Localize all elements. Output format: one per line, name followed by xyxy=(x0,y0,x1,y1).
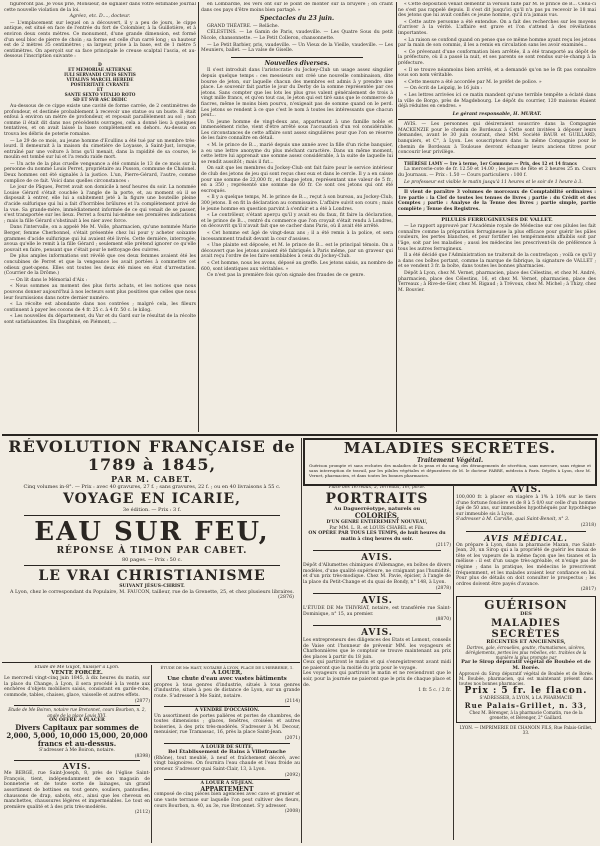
diligences-text: Les entrepreneurs des diligences des Etats et Lomont, conseils de Vaise ont l'honneur de prévenir MM. les voyageurs et Charbonnières que le comptoir se trouve maintenant au prix des places à partir du 18 juin. xyxy=(303,637,451,660)
inscription xyxy=(4,62,196,102)
guerison-text: Dartres, gale, écrouelles, goutte, rhumatismes, ulcères, dérèglements, pertes les plus rebelles, etc. traitées de la manière la plus prompte par xyxy=(465,645,587,661)
column-divider xyxy=(396,2,397,432)
inscription-line: SANTE SEXTO VITALIO ROTO xyxy=(64,91,136,97)
portraits-sub2: COLORIÉS, xyxy=(354,511,400,521)
spectacles-heading: Spectacles du 23 juin. xyxy=(259,15,335,23)
diligences-text: Ceux qui partiront le matin et qui s'enregistreront avant midi ne paieront que la moitié du prix pour le voyage. xyxy=(303,660,451,671)
col3-paragraph: — On écrit de Leipzig, le 16 juin : xyxy=(404,86,483,92)
revolution-price: Cinq volumes in-8°. — Prix : avec 40 gravures, 27 f. ; sans gravures, 22 f. ; ou en 40 livraisons à 55 c. xyxy=(23,484,281,490)
col2-intro: en Lombardie, les vers ont sur le point de monter sur la bruyère ; on craint dans ces pays d'être moins bien partagé. » xyxy=(201,2,393,13)
section-rule xyxy=(164,743,290,744)
col3-paragraph: « La raison se confond quand on pense que ce même homme ayant reçu les jetons par la main de son commis, il les a remis en circulation sans les avoir examinés... xyxy=(398,37,596,49)
appartement-text: composé de cinq pièces bien agencées avec cave et grenier et une vaste terrasse sur laquelle l'on peut cultiver des fleurs, cours Bourbon, n. 40, au 3e, rue Bretonnet. S'y adresser. xyxy=(154,792,300,809)
ad-reference: (2092) xyxy=(284,772,300,778)
section-rule xyxy=(231,57,363,58)
avis-heading: AVIS. xyxy=(62,761,92,772)
column-divider xyxy=(301,438,302,843)
guyot-head: Etude de Me Guyot, huissier à Lyon. xyxy=(34,665,120,670)
portraits-sub1: Au Daguerréotype, naturels ou xyxy=(333,505,421,512)
inscription-line: POSTERITATE CVRANTE xyxy=(70,81,130,87)
section-rule xyxy=(313,593,441,594)
column-divider xyxy=(453,485,454,840)
portraits-hours: ON OPÈRE PAR TOUS LES TEMPS, de huit heures du matin à cinq heures du soir. xyxy=(308,531,446,542)
inscription-line: IULI SERVANDI CIVIS SENTIS xyxy=(64,71,136,77)
inscription-line: D xyxy=(98,61,102,67)
col3-paragraph: « Cette autre personne a été entendue. On a fait des recherches sur les moyens d'arriver à la vérité. L'affaire est grave et l'on s'attend à des révélations importantes. xyxy=(398,19,596,36)
appartement-line: APPARTEMENT xyxy=(200,785,254,793)
col1-paragraph: Au-dessous de ce cippe existe une cavité de forme carrée, de 2 centimètres de profondeur, et destinée probablement à recevoir une statue ou un buste. Il était enfoui à environ un mètre de profondeur, et reposait parallèlement au sol ; non comme il était dit dans nos précédents ouvrages, cela a donné lieu à quelques tentatives, et on avait laissé la base complètement en dehors. Au-dessus on trouva les débris de poterie romaine. xyxy=(4,103,196,137)
medical-heading: AVIS MÉDICAL. xyxy=(484,532,568,543)
avis-heading: AVIS. xyxy=(361,627,393,638)
ad-reference: (2318) xyxy=(580,522,596,528)
voyage-title: VOYAGE EN ICARIE, xyxy=(63,491,241,507)
inscription-line: ET MEMORIAE AETERNAE xyxy=(68,66,132,72)
col2-paragraph: « Cet homme, nous les avons, déposé au greffe. Les jetons saisis, au nombre de 600, sont identiques aux véritables. » xyxy=(201,260,393,272)
diligences-text: Les voyageurs qui partiront le matin et ne reviendront que le soir, pour la journée ne paieront que le prix de chaque place et de. xyxy=(303,671,451,688)
cabet-advertisement xyxy=(4,438,300,660)
col1-paragraph: « La récolte est abondante dans nos contrées ; malgré cela, les fileurs continuent à payer les cocons de 4 fr. 25 c. à 4 fr. 50 c. le kilog. xyxy=(4,302,196,313)
ad-reference: (8870) xyxy=(435,617,451,623)
ad-reference: (2876) xyxy=(278,595,294,601)
pilules-text: — Le rapport approuvé par l'Académie royale de Médecine sur ces pilules les fait connaître comme la préparation ferrugineuse la plus efficace pour guérir les pâles couleurs, les pertes blanches, et pour fortifier les tempéraments affaiblis soit par l'âge, soit par les maladies ; aussi les médecins les prescrivent-ils de préférence à tous les autres ferrugineux. xyxy=(398,224,596,252)
vrai-christianisme-title: LE VRAI CHRISTIANISME xyxy=(38,568,266,584)
column-news-middle xyxy=(201,2,393,432)
col3-paragraph: « Les lettres arrivées ici ce matin mandent qu'une terrible tempête a éclaté dans la ville de Borgo, près de Magdebourg. Le dépôt du courrier, 120 maisons étaient déjà réduites en cendres. » xyxy=(398,92,596,110)
vrai-christianisme-subtitle: SUIVANT JÉSUS-CHRIST. xyxy=(119,584,185,589)
guerison-price: Prix : 5 fr. le flacon. xyxy=(464,686,588,697)
section-rule xyxy=(14,705,140,706)
guerison-addr: S'ADRESSER, à LYON, à LA PHARMACIE xyxy=(479,696,573,702)
col2-paragraph: « Une plainte est déposée, et M. le prince de B... est le principal témoin. On a découvert que les jetons avaient été fabriqués à Paris même, par un graveur qui avait reçu l'ordre de les faire semblables à ceux du Jockey-Club. xyxy=(201,243,393,260)
thivriat-text: L'ÉTUDE DE Me THIVRIAT, notaire, est transférée rue Saint-Dominique, n° 15, au premier. xyxy=(303,606,451,617)
col1-intro: figureront pas. Je vous prie, Monsieur, de signaler dans votre estimable journal cette nouvelle violation de la loi. xyxy=(4,2,196,13)
portraits-sub3: D'UN GENRE ENTIÈREMENT NOUVEAU, xyxy=(326,520,428,526)
col2-paragraph: Un jeune homme de vingt-deux ans, appartenant à une famille noble et immensément riche, vient d'être arrêté sous l'accusation d'un vol considérable. Les circonstances de cette affaire sont assez singulières pour que l'on se réserve de les faire connaître en détail. xyxy=(201,119,393,142)
occasion-text: Un assortiment de portes palières et portes de chambres, de toutes dimensions ; glaces, fenêtres, croisées et autres boiseries, à des prix très-modérés. S'adresser à M. Decour, menuisier, rue Tramassac, 16, près la place Saint-Jean. xyxy=(154,713,300,736)
bottom-mid-ads xyxy=(154,665,300,843)
column-news-right xyxy=(398,2,596,432)
portraits-place: Place des Terreaux, 5, Terreaux, 1er, porte. xyxy=(328,485,426,490)
tissus-line: THÉRÈSE LAMY — 1re à terme, 1er Commune — Prix, des 12 et 14 francs xyxy=(404,160,577,166)
column-news-left xyxy=(4,2,196,432)
column-divider xyxy=(151,665,152,843)
bains-title: A LOUER DE SUITE, xyxy=(200,744,254,750)
guerison-maladies: MALADIES SECRÈTES xyxy=(491,617,561,640)
portraits-title: PORTRAITS xyxy=(325,490,429,507)
maladies-advertisement xyxy=(303,438,597,486)
section-rule xyxy=(313,550,441,551)
diligences-price: 1 fr. 5 c. / 2 fr. xyxy=(418,688,451,694)
revolution-author: PAR M. CABET. xyxy=(111,474,193,484)
occasion-title: A VENDRE D'OCCASION. xyxy=(194,708,260,714)
chute-eau-text: propres à tous genres d'industrie, situés à tous genres d'industrie, situés à peu de distance de Lyon, sur un grande route. S'adresser à Me Saint, notaire. xyxy=(154,682,300,699)
section-rule xyxy=(398,119,596,120)
pilules-text: Il a été décidé que l'Administration ne traiterait de la contrefaçon ; voilà ce qu'il y a dans ces boîtes portant, comme la marque de fabrique, la signature de VALLET ; et se vendent 3 fr. la boîte, dans toutes les bonnes pharmacies. xyxy=(398,253,596,270)
guerison-sirop-text: Approuvé du Sirop dépuratif végétal de Boubée et de Borée. M. Boubée, pharmacien, qui est maintenant présent dans toutes nos bonnes pharmacies. xyxy=(459,671,593,687)
col1-paragraph: — Un acte de la plus cruelle vengeance a été commis le 13 de ce mois sur la personne du nommé Louis Perret, propriétaire au Pusson, commune de Chalonel. Deux hommes ont été signalés à la justice. L'un, Pierre-Gérard, l'autre, comme complice de ce fait. Voici dans quelles circonstances : xyxy=(4,161,196,184)
maladies-title: MALADIES SECRÈTES. xyxy=(343,439,557,457)
ad-reference: (2117) xyxy=(435,542,451,548)
medical-text: On prépare à Lyon, dans la pharmacie Mazan, rue Saint-Jean, 20, un Sirop qui a la propriété de guérir les maux de tête et les vapeurs de la même façon que les tisanes et la mélisse : il est d'un usage très-agréable, et n'exige pas de régime ; dans la pratique, les médecins le prescrivent fréquemment, et les malades avaient leur confiance en lui. Pour plus de détails on doit consulter le prospectus ; les ordres doivent être payés d'avance. xyxy=(456,542,596,587)
avis-heading: AVIS. xyxy=(361,596,393,607)
cabet-address-text: A Lyon, chez le correspondant du Populaire, M. FAUCON, tailleur, rue de la Grenette, 25, et chez plusieurs libraires. xyxy=(10,589,294,595)
col3-paragraph: « Cette déposition venait démentir la version faite par M. le prince de B... Celui-ci ne s'est pas rappelé depuis. Il s'est dit jusqu'ici qu'il n'a pas pu recevoir le 18 mai des jetons que lui avait confiés ce jeune homme, qu'il n'a jamais vus. xyxy=(398,2,596,19)
gerant-signature: Le gérant responsable, H. MURAT. xyxy=(452,111,542,117)
ad-reference: (8398) xyxy=(134,753,150,759)
ad-reference: (2877) xyxy=(134,698,150,704)
guerison-sirop: Par le Sirop dépuratif végétal de Boubée et de M. Borée. xyxy=(461,659,591,671)
col2-paragraph: Il s'est introduit dans l'aristocratie du Jockey-Club un usage assez singulier depuis quelque temps : ces messieurs ont créé une nouvelle combinaison, dite bourse de jeton, sur laquelle chacun des membres est admis à y prendre une place. Le souvenir fait partie le jour du Derby de la somme représentée par ces jetons. Sans compter que les lots les plus gros valent généralement de trois à vingt mille francs, et qu'en tout cas, le jeton qui est tiré sans que le commerce de fiacres, même le moins bien pourvu, n'exigeait pas de somme quand on le perd. Les jetons se rendent à ce que c'est le nom à toutes les intéressants que chacun peut... xyxy=(201,68,393,119)
ad-reference: (2112) xyxy=(134,810,150,816)
capitaux-line: Divers Capitaux par sommes de 2,000, 5,000, 10,000 15,000, 20,000 francs et au-dessus. xyxy=(6,722,148,748)
offre-title: ON OFFRE À PLACER xyxy=(49,718,105,724)
section-rule xyxy=(24,565,280,566)
col2-paragraph: « Le contrôleur, s'étant aperçu qu'il y avait eu du faux, fit faire la déclaration, et le prince de B..., rentré du commerce que l'on croyait s'était rendu à Londres, on découvrit qu'il n'avait fait que se cacher dans Paris, où il avait été arrêté. xyxy=(201,213,393,230)
portraits-by: Par MM. L. R. et LOUIS CHABEL et Fils. xyxy=(329,525,425,531)
col2-paragraph: Ce n'est pas la première fois qu'on signale des fraudes de ce genre. xyxy=(207,273,365,279)
hast-head: ÉTUDE DE Me HAST, NOTAIRE À LYON, PLACE DE L'HERBERIE, 1. xyxy=(160,665,294,670)
guerison-street: Rue Palais-Grillet, n. 33, xyxy=(464,700,588,710)
spectacles-line: GRAND THÉATRE. — Relâche. xyxy=(207,23,280,29)
bottom-left-ads xyxy=(4,665,150,843)
section-rule xyxy=(164,706,290,707)
inscription-line: ET xyxy=(96,86,104,92)
inscription-line: VITALIVS MARCEL HEREDE xyxy=(66,76,134,82)
inscription-line: SD ET SVB ASC DEDIC xyxy=(73,96,127,102)
st-jean-title: A LOUER À ST-JEAN. xyxy=(200,781,254,787)
bains-line: Bel Établissement de Bains à Villefranche xyxy=(168,749,286,756)
chute-eau-line: Une chute d'eau avec vastes bâtiments xyxy=(167,676,287,683)
column-divider xyxy=(198,2,199,432)
avis-heading: AVIS. xyxy=(510,485,542,495)
col2-paragraph: « Il y a quelque temps, M. le prince de B..., reçut à son bureau, au Jockey-Club, 300 jetons. Il en fit la déclaration au commissaire. L'affaire suivit son cours ; mais le jeune homme en question parvint à s'enfuir et a été à Londres. xyxy=(201,195,393,212)
pilules-text: Dépôt à Lyon, chez M. Vernet, pharmacien, place des Célestins, et chez M. André, pharmacien, place des Célestins, 16, et chez M. Vernet, pharmacien, place des Terreaux ; à Rive-de-Gier, chez M. Rigaud ; à Trévoux, chez M. Michel ; à Thizy, chez M. Bouvier. xyxy=(398,270,596,293)
professeur-line: Le professeur est visible le matin jusqu'à 11 heures et le soir de 1 heure à 3. xyxy=(404,179,583,185)
guerison-des: DES xyxy=(520,610,532,617)
maladies-subtitle: Traitement Végétal. xyxy=(416,457,484,464)
section-rule xyxy=(398,158,596,159)
allumettes-text: Dépôt d'Allumettes chimiques d'Allemagne, en boîtes de divers modèles, d'une qualité supérieure, ne craignant pas l'humidité, et d'un prix très-modique. Chez M. Pavie, épicier, à l'angle de la place du Petit-Change et du quai de Bondy, n° 148, à Lyon. xyxy=(303,563,451,585)
eau-sur-feu-title: EAU SUR FEU, xyxy=(34,517,270,547)
ad-reference: (2114) xyxy=(284,699,300,705)
viager-text: 100,000 fr. à placer en viagère à 1% à 10% sur le tiers d'une fortune foncière et de 8 à 5 0/0 sur celle d'un homme âgé de 50 ans, sur immeubles hypothéqués par hypothèque sur immeuble sis à Lyon. xyxy=(456,495,596,517)
avis-mackenzie: AVIS. — Les personnes qui désireraient souscrire dans la Compagnie MACKENZIE pour le chemin de Bordeaux à Cette sont invitées à déposer leurs demandes, avant le 30 juin courant, chez MM. Société BAUR et GUILLARD, banquiers, et C°, à Lyon. Les souscripteurs dans la même Compagnie pour le chemin de Bordeaux à Toulouse devront échanger leurs anciens titres pour concourir leur privilège. xyxy=(398,122,596,156)
col1-paragraph: De plus amples informations ont révélé que ces deux femmes avaient été les concubines de Perret et que la vengeance les avait portées à commettre cet odieux guet-apens. Elles ont toutes les deux été mises en état d'arrestation. (Courrier de la Drôme.) xyxy=(4,254,196,277)
col1-paragraph: Dans l'intervalle, on a appelé Me M. Volle, pharmacien, qu'une nommée Marie Berger, femme Cherbonnel, s'était présentée chez lui pour y acheter soixante grammes d'acide sulfurique qui lui avaient été livrés. Cette dernière, interrogée, avoua qu'elle le remit à la fille Gérard ; seulement elle prétend ignorer ce qu'elle pouvait en faire, pensant que c'était pour le nettoyage des cuivres. xyxy=(4,225,196,253)
col1-signature: Agréez, etc. D...., docteur. xyxy=(69,14,131,20)
pilules-heading: PILULES FERRUGINEUSES DE VALLET. xyxy=(441,216,553,223)
tissus-text: La mercerie-cote de fr. 12.50 et 14.00 ; les jours de fête et 2 heures 25 m. Cours du Journaux. — Prix : 1.50 — Cours particuliers : 100 f. xyxy=(398,167,596,179)
maladies-text: Guérison prompte et sans rechutes des maladies de la peau et du sang, des dérangements de sécrétion, sans mercure, sans régime et sans interruption de travail, par les pilules végétales et dépuratives de M. le docteur FABRE, médecin à Paris. Dépôts à Lyon, chez M. Vernet, pharmacien, et dans toutes les bonnes pharmacies. xyxy=(309,463,591,478)
col3-paragraph: « Cette mesure a été accordée par M. le préfet de police. » xyxy=(404,79,542,85)
voyage-edition: 3e édition. — Prix : 3 f. xyxy=(122,507,182,513)
guerison-recentes: RÉCENTES ET ANCIENNES, xyxy=(486,638,566,645)
louer-title: A LOUER, xyxy=(211,669,243,676)
col1-paragraph: — Le 29 de ce mois, au jeune homme d'Ecullins a été tué par un membre très-lourd. Il demeurait à la maison du cimetière de Loyasse, à Saint-Just, lorsque, entraîné par une voiture à bras qu'il menait, dans la rapidité de sa course, le moulin est tombé sur lui et l'a rendu raide mort. xyxy=(4,138,196,161)
ad-reference: (2071) xyxy=(284,736,300,742)
spectacles-line: CÉLESTINS. — Le Gamin de Paris, vaudeville. — Les Quatre Sous du petit Nicole, chansonnette. — Le Petit Colleron, chansonnette. xyxy=(201,30,393,41)
portraits-column xyxy=(303,485,451,840)
news-heading: Nouvelles diverses. xyxy=(264,59,330,67)
col2-paragraph: On sait que les membres du Jockey-Club ont fait faire pour le service intérieur de club des jetons de jeu qui sont reçus chez eux et dans le cercle. Il y a en caisse pour une somme de 22,000 fr., et chaque jeton, représentant une valeur de 5 fr., en a 350 ; représenté une somme de 60 fr. Ce sont ces jetons qui ont été escroqués. xyxy=(201,166,393,194)
comptabilite-ad: Il vient de paraître 3 volumes de morceaux de Comptabilité ordinaires : 1re partie : la Clef de toutes les tenues de livres ; partie : du Crédit et des Comptes ; partie : Analyse de la Tenue des livres ; partie simple, partie complète ; Tenue des Registres. xyxy=(398,190,596,212)
section-rule xyxy=(398,215,596,216)
ad-reference: (2008) xyxy=(284,809,300,815)
col1-paragraph: « Les nouvelles du département, du Var et du Gard sur le résultat de la récolte sont satisfaisantes. En Dauphiné, en Piémont, ... xyxy=(4,314,196,325)
col1-paragraph: « Nous sommes au moment des plus forts achats, et les notices que nous pouvons donner aujourd'hui à nos lecteurs sont plus positives que celles que nous leur fournissions dans notre dernier numéro. xyxy=(4,284,196,301)
eau-sur-feu-price: 80 pages. — Prix : 50 c. xyxy=(121,557,182,563)
vente-forcee-text: Le mercredi vingt-cinq juin 1845, à dix heures du matin, sur la place du Change, à Lyon, il sera procédé à la vente aux enchères d'objets mobiliers saisis, consistant en garde-robe, commode, tables, chaises, glace, vaisselle et autres effets. xyxy=(4,676,150,698)
col1-paragraph: Le jour de Pâques, Perret avait son domicile à neuf heures du soir. La nommée Louise Gérard s'était couchée à l'angle de la porte, et, au moment où il se disposait à entrer, elle lui a subitement jeté à la figure une bouteille pleine d'acide sulfurique qui lui a fait d'horribles brûlures et l'a complètement privé de la vue. Sa grande-mère, immédiatement informée de ce qui venait de se passer, s'est transportée sur les lieux. Perret a fourni lui-même ses premières indications ; mais la fille Gérard s'obstinait à les nier avec force. xyxy=(4,185,196,224)
revolution-title: RÉVOLUTION FRANÇAISE de 1789 à 1845, xyxy=(8,438,296,474)
berge-text: Me BERGÉ, rue Saint-Joseph, 8, près de l'église Saint-François, tient, indépendamment de son magasin de bonneterie et de toute sorte de lainages, un grand assortiment de bottines en tout genre, souliers, pantoufles, chaussons de drap, sabots, etc., ainsi que les cheveux en manchettes, chaussures légères et imperméables. Le tout en première qualité et à des prix très-modérés. xyxy=(4,771,150,810)
col3-paragraph: « Ce prévenant d'une conformation bien arrêtée, il a été transporté au dépôt de la préfecture, où il a passé la nuit, et ses parents se sont rendus sur-le-champ à la préfecture. xyxy=(398,49,596,66)
right-ads-column xyxy=(456,485,596,840)
imprimerie-line: LYON. — IMPRIMERIE DE CHANOIN FILS, Rue Palais-Grillet, 33. xyxy=(459,724,593,736)
col3-paragraph: « Il se trouve néanmoins bien arrêté, et a demandé qu'on ne le fît pas connaître sous son nom véritable. xyxy=(398,67,596,79)
guerison-box xyxy=(456,596,596,723)
vente-forcee-title: VENTE FORCÉE. xyxy=(51,669,103,676)
guerison-addr: Chez M. Bérenger, à la pharmacie Comatin, rue de la grenette, et Bérenger, 2° Gaillard. xyxy=(469,709,583,720)
page-divider xyxy=(2,434,598,436)
ad-reference: (2878) xyxy=(435,585,451,591)
section-divider xyxy=(2,662,300,663)
col2-paragraph: « M. le prince de B..., marié depuis une année avec la fille d'un riche banquier, a eu une lettre anonyme du plus méchant caractère. Dans un même moment, cette lettre lui apprenait une somme assez considérable, à la suite de laquelle lui se rendit aussitôt ; mais il fut... xyxy=(201,143,393,165)
col2-paragraph: « Cet homme est âgé de vingt-deux ans ; il a été remis à la police, et sera incessamment traduit devant la cour d'assises. xyxy=(201,230,393,242)
bains-text: (Rhône), tout meublé, à neuf et fraîchement décoré, avec vingt baignoires. On fournira l'eau chaude et l'eau froide au preneur. S'adresser quai Saint-Clair, 13, à Lyon. xyxy=(154,755,300,772)
boiron-head: Etude de Me Boiron, notaire rue Bretonnet, cours Bourbon, n. 2, angle de la place Louis XVI. xyxy=(8,707,146,718)
section-rule xyxy=(398,187,596,188)
ad-reference: (2817) xyxy=(580,587,596,593)
section-rule xyxy=(313,625,441,626)
spectacles-line: — Le Petit Barbier, pris, vaudeville. — Un Vieux de la Vieille, vaudeville. — Les Meuniers, ballet. — La valse de Giselle. xyxy=(201,42,393,54)
capitaux-address: S'adresser à Me Boiron, notaire. xyxy=(39,747,115,753)
section-rule xyxy=(24,515,280,516)
viager-address: S'adresser à M. Carville, quai Saint-Benoit, n° 3. xyxy=(456,517,570,523)
col1-paragraph: — On lit dans le Mémorial d'Aix : xyxy=(10,277,88,283)
guerison-title: GUÉRISON xyxy=(484,597,568,612)
col1-paragraph: — L'emplacement sur lequel on a découvert, il y a peu de jours, le cippe antique, est situé en face de l'entrée du fort de Colombier, à la Guillotière, et à environ deux cents mètres. Ce monument, d'une grande dimension, est formé d'un seul bloc de pierre de choin ; sa forme est celle d'un carré long ; sa hauteur est de 2 mètres 35 centimètres ; sa largeur, prise à la base, est de 1 mètre 5 centimètres. On aperçoit sur sa face principale le creuse scalptal l'ascia, et au-dessous l'inscription suivante : xyxy=(4,20,196,60)
section-rule xyxy=(466,531,586,532)
avis-heading: AVIS. xyxy=(361,553,393,564)
cabet-address xyxy=(4,589,300,601)
eau-sur-feu-subtitle: RÉPONSE À TIMON PAR CABET. xyxy=(56,546,248,556)
